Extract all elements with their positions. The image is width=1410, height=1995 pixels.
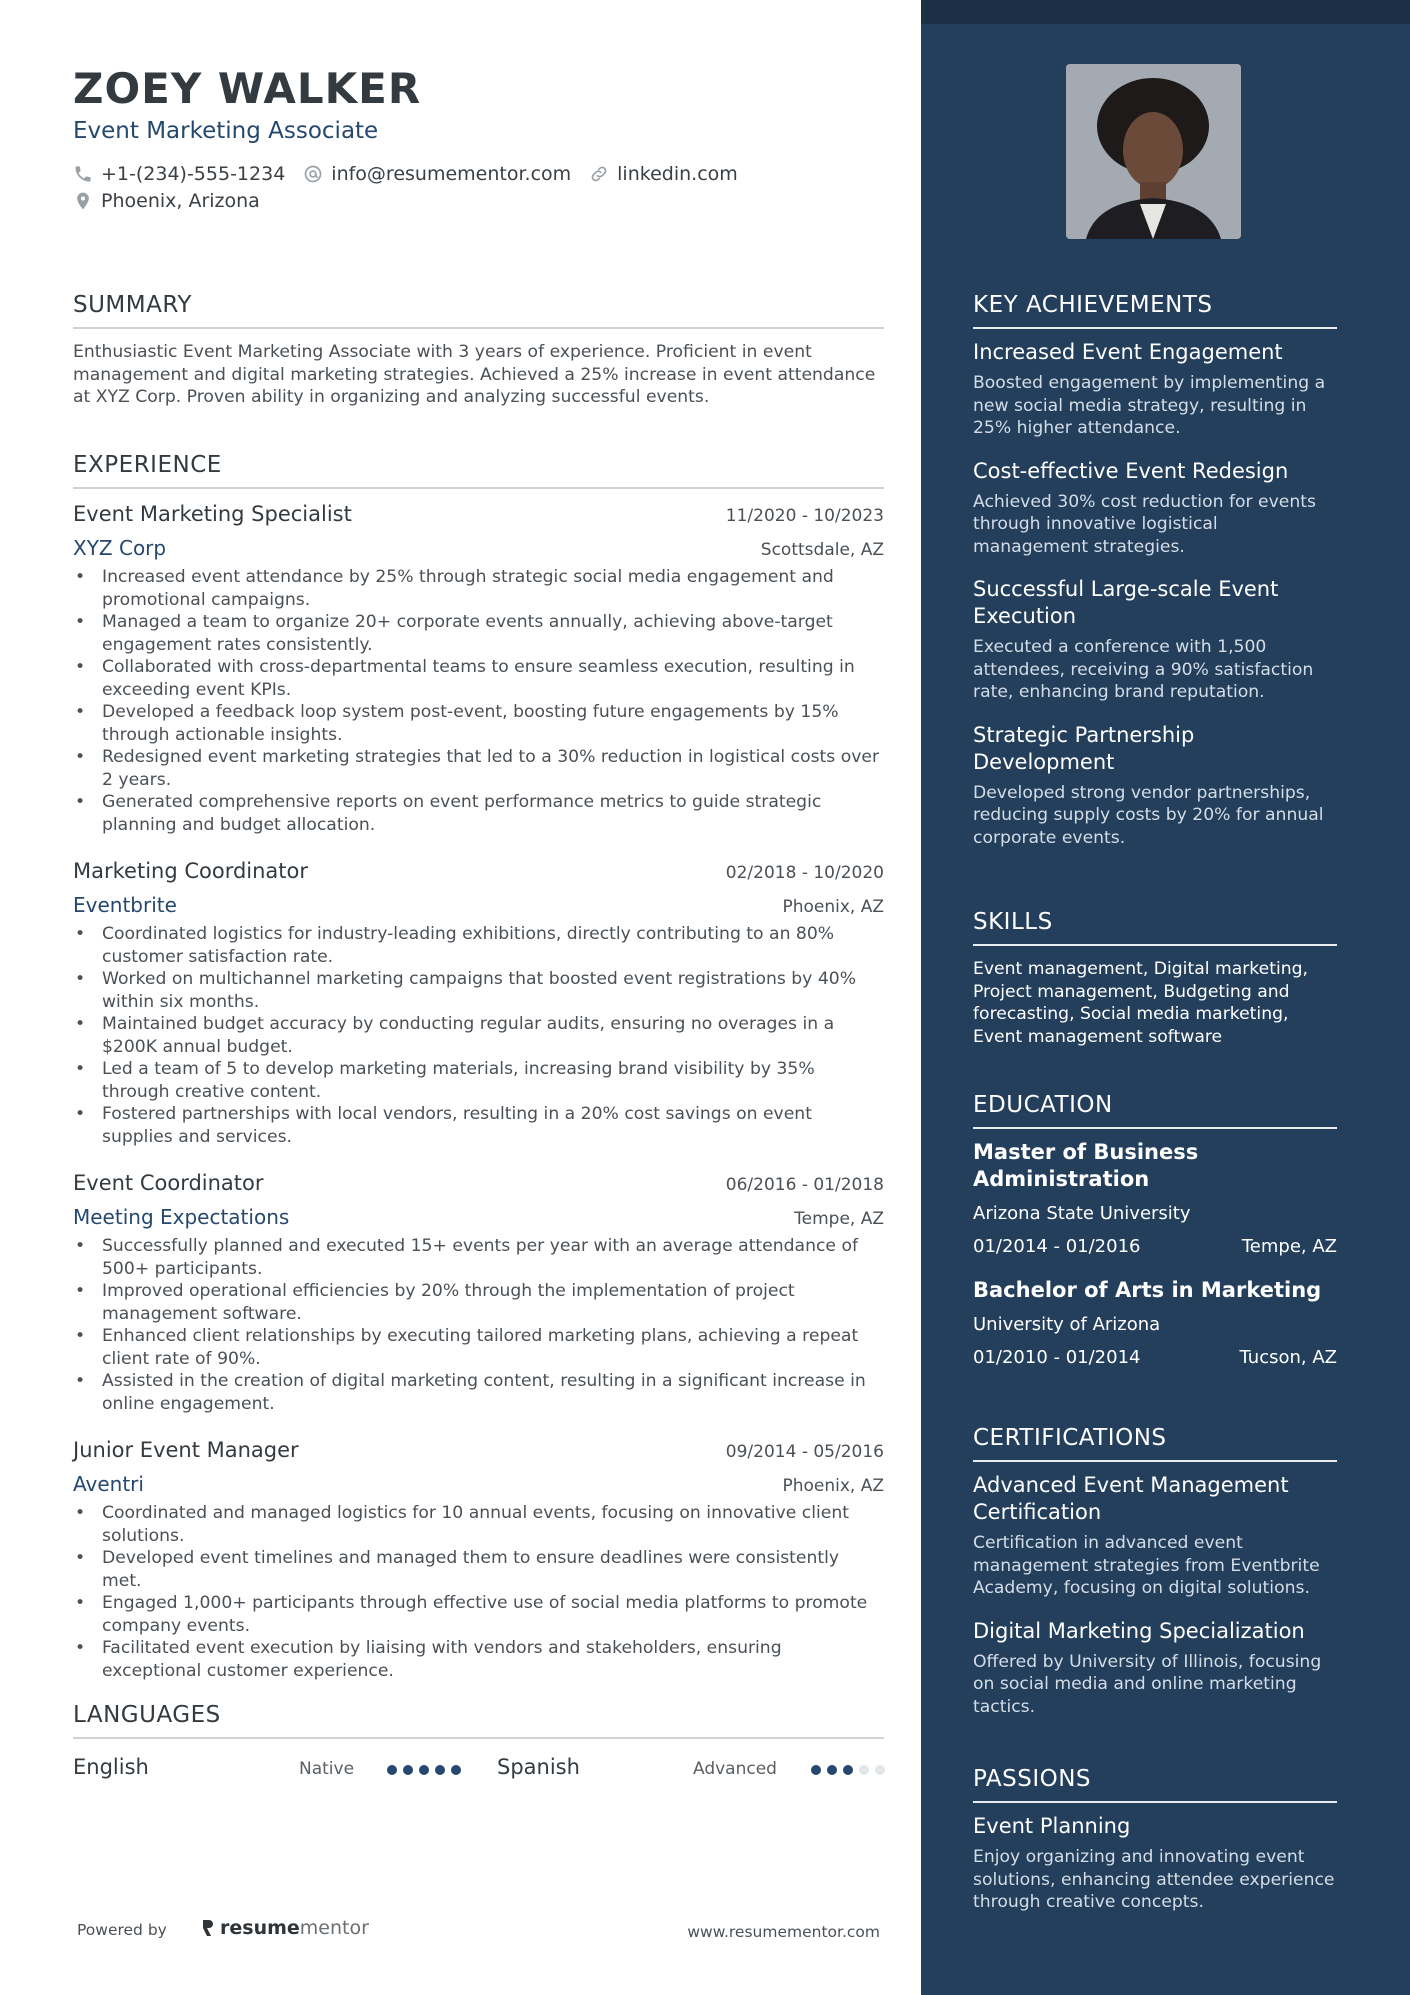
certifications-title: CERTIFICATIONS [973, 1425, 1337, 1462]
passions-title: PASSIONS [973, 1766, 1337, 1803]
certification-title: Advanced Event Management Certification [973, 1473, 1289, 1524]
powered-by-text: Powered by [77, 1921, 167, 1939]
phone-icon [73, 164, 93, 184]
job-entry [73, 502, 884, 836]
job-bullets [73, 566, 884, 836]
candidate-role: Event Marketing Associate [73, 118, 379, 144]
language-level: Native [299, 1759, 355, 1779]
at-icon [303, 164, 323, 184]
job-bullet: • Engaged 1,000+ participants through effective use of social media platforms to promote company events. [73, 1592, 884, 1637]
job-bullet: • Fostered partnerships with local vendors, resulting in a 20% cost savings on event supplies and services. [73, 1103, 884, 1148]
profile-photo [1066, 64, 1241, 239]
location-pin-icon [73, 191, 93, 211]
job-bullet: • Generated comprehensive reports on event performance metrics to guide strategic planning and budget allocation. [73, 791, 884, 836]
achievement-desc: Executed a conference with 1,500 attendees, receiving a 90% satisfaction rate, enhancing brand reputation. [973, 637, 1314, 702]
languages-list [73, 1755, 884, 1785]
rating-dot-filled [827, 1765, 837, 1775]
rating-dot-filled [451, 1765, 461, 1775]
rating-dot-filled [811, 1765, 821, 1775]
rating-dot-filled [403, 1765, 413, 1775]
achievement-item [973, 458, 1337, 559]
contact-linkedin[interactable] [589, 163, 738, 185]
achievement-title: Increased Event Engagement [973, 340, 1283, 364]
contact-email[interactable] [303, 163, 571, 185]
skills-text: Event management, Digital marketing, Project management, Budgeting and forecasting, Social media marketing, Event management software [973, 959, 1309, 1047]
job-date: 11/2020 - 10/2023 [725, 506, 884, 526]
languages-section [73, 1702, 884, 1739]
job-bullets [73, 1502, 884, 1682]
passions-section [973, 1766, 1337, 1914]
certifications-section [973, 1425, 1337, 1718]
summary-title: SUMMARY [73, 292, 884, 329]
language-rating [387, 1765, 467, 1775]
job-bullet: • Led a team of 5 to develop marketing materials, increasing brand visibility by 35% through creative content. [73, 1058, 884, 1103]
rating-dot-empty [875, 1765, 885, 1775]
experience-section [73, 452, 884, 489]
job-date: 06/2016 - 01/2018 [725, 1175, 884, 1195]
job-title: Marketing Coordinator [73, 859, 309, 883]
job-bullet: • Enhanced client relationships by executing tailored marketing plans, achieving a repeat client rate of 90%. [73, 1325, 884, 1370]
passion-title: Event Planning [973, 1814, 1131, 1838]
job-company: Eventbrite [73, 893, 177, 917]
summary-text: Enthusiastic Event Marketing Associate with 3 years of experience. Proficient in event management and digital marketing strategies. Achieved a 25% increase in event attendance at XYZ Corp. Proven ability in organizing and analyzing successful events. [73, 342, 876, 407]
candidate-name: ZOEY WALKER [73, 64, 422, 113]
job-bullet: • Improved operational efficiencies by 20% through the implementation of project management software. [73, 1280, 884, 1325]
education-degree: Bachelor of Arts in Marketing [973, 1278, 1322, 1302]
sidebar-top-band [921, 0, 1410, 24]
job-bullet: • Developed event timelines and managed them to ensure deadlines were consistently met. [73, 1547, 884, 1592]
job-bullet: • Successfully planned and executed 15+ events per year with an average attendance of 500+ participants. [73, 1235, 884, 1280]
job-bullet: • Increased event attendance by 25% through strategic social media engagement and promotional campaigns. [73, 566, 884, 611]
job-entry [73, 1438, 884, 1682]
achievement-desc: Boosted engagement by implementing a new social media strategy, resulting in 25% higher attendance. [973, 373, 1326, 438]
skills-title: SKILLS [973, 909, 1337, 946]
job-date: 02/2018 - 10/2020 [725, 863, 884, 883]
certification-item [973, 1618, 1337, 1719]
education-location: Tucson, AZ [1239, 1347, 1337, 1368]
location-text: Phoenix, Arizona [101, 189, 260, 212]
job-company: Aventri [73, 1472, 144, 1496]
languages-title: LANGUAGES [73, 1702, 884, 1739]
contact-info [73, 160, 756, 214]
job-title: Event Coordinator [73, 1171, 264, 1195]
achievement-title: Successful Large-scale Event Execution [973, 577, 1279, 628]
education-location: Tempe, AZ [1241, 1236, 1337, 1257]
job-title: Event Marketing Specialist [73, 502, 352, 526]
achievement-item [973, 576, 1337, 704]
job-bullet: • Maintained budget accuracy by conducting regular audits, ensuring no overages in a $200K annual budget. [73, 1013, 884, 1058]
job-entry [73, 1171, 884, 1415]
logo-text-light: mentor [299, 1917, 369, 1939]
resumementor-logo[interactable] [200, 1917, 369, 1939]
job-entry [73, 859, 884, 1148]
achievements-title: KEY ACHIEVEMENTS [973, 292, 1337, 329]
passion-item [973, 1813, 1337, 1914]
certification-desc: Certification in advanced event management strategies from Eventbrite Academy, focusing on digital solutions. [973, 1533, 1320, 1598]
job-bullets [73, 923, 884, 1148]
education-item [973, 1277, 1337, 1368]
job-bullet: • Collaborated with cross-departmental teams to ensure seamless execution, resulting in exceeding event KPIs. [73, 656, 884, 701]
education-date: 01/2010 - 01/2014 [973, 1347, 1141, 1368]
achievement-desc: Developed strong vendor partnerships, reducing supply costs by 20% for annual corporate events. [973, 782, 1324, 848]
job-bullet: • Coordinated and managed logistics for 10 annual events, focusing on innovative client solutions. [73, 1502, 884, 1547]
education-school: Arizona State University [973, 1203, 1191, 1224]
rating-dot-filled [435, 1765, 445, 1775]
rating-dot-filled [843, 1765, 853, 1775]
job-location: Scottsdale, AZ [760, 540, 884, 560]
skills-section [973, 909, 1337, 1048]
rating-dot-filled [419, 1765, 429, 1775]
job-location: Phoenix, AZ [782, 1476, 884, 1496]
job-title: Junior Event Manager [73, 1438, 299, 1462]
contact-phone[interactable] [73, 163, 285, 185]
job-location: Tempe, AZ [794, 1209, 884, 1229]
education-school: University of Arizona [973, 1314, 1161, 1335]
email-text: info@resumementor.com [331, 162, 572, 185]
linkedin-text: linkedin.com [617, 162, 738, 185]
job-bullet: • Developed a feedback loop system post-event, boosting future engagements by 15% through actionable insights. [73, 701, 884, 746]
job-bullet: • Coordinated logistics for industry-leading exhibitions, directly contributing to an 80% customer satisfaction rate. [73, 923, 884, 968]
sidebar [921, 0, 1410, 1995]
job-date: 09/2014 - 05/2016 [725, 1442, 884, 1462]
experience-title: EXPERIENCE [73, 452, 884, 489]
resumementor-logo-icon [200, 1918, 214, 1938]
language-level: Advanced [693, 1759, 777, 1779]
job-company: Meeting Expectations [73, 1205, 290, 1229]
footer [73, 1917, 884, 1947]
achievement-item [973, 722, 1337, 850]
job-bullets [73, 1235, 884, 1415]
summary-section [73, 292, 884, 409]
education-title: EDUCATION [973, 1092, 1337, 1129]
education-item [973, 1139, 1337, 1257]
footer-website[interactable]: www.resumementor.com [687, 1923, 880, 1941]
profile-photo-image [1066, 64, 1241, 239]
phone-text: +1-(234)-555-1234 [101, 162, 286, 185]
job-location: Phoenix, AZ [782, 897, 884, 917]
link-icon [589, 164, 609, 184]
language-rating [811, 1765, 891, 1775]
rating-dot-filled [387, 1765, 397, 1775]
language-name: Spanish [497, 1755, 580, 1779]
achievement-item [973, 339, 1337, 440]
education-date: 01/2014 - 01/2016 [973, 1236, 1141, 1257]
certification-desc: Offered by University of Illinois, focusing on social media and online marketing tactics. [973, 1651, 1322, 1717]
language-name: English [73, 1755, 149, 1779]
certification-title: Digital Marketing Specialization [973, 1618, 1305, 1643]
certification-item [973, 1472, 1337, 1600]
achievement-desc: Achieved 30% cost reduction for events through innovative logistical management strategies. [973, 491, 1316, 557]
achievements-section [973, 292, 1337, 849]
job-bullet: • Redesigned event marketing strategies that led to a 30% reduction in logistical costs over 2 years. [73, 746, 884, 791]
job-bullet: • Facilitated event execution by liaising with vendors and stakeholders, ensuring exceptional customer experience. [73, 1637, 884, 1682]
achievement-title: Strategic Partnership Development [973, 722, 1195, 774]
contact-location [73, 190, 260, 212]
job-bullet: • Assisted in the creation of digital marketing content, resulting in a significant increase in online engagement. [73, 1370, 884, 1415]
logo-text-bold: resume [220, 1917, 300, 1939]
education-degree: Master of Business Administration [973, 1140, 1199, 1191]
job-bullet: • Worked on multichannel marketing campaigns that boosted event registrations by 40% within six months. [73, 968, 884, 1013]
achievement-title: Cost-effective Event Redesign [973, 458, 1289, 483]
education-section [973, 1092, 1337, 1368]
passion-desc: Enjoy organizing and innovating event solutions, enhancing attendee experience through creative concepts. [973, 1847, 1335, 1912]
rating-dot-empty [859, 1765, 869, 1775]
job-company: XYZ Corp [73, 536, 167, 560]
job-bullet: • Managed a team to organize 20+ corporate events annually, achieving above-target engagement rates consistently. [73, 611, 884, 656]
